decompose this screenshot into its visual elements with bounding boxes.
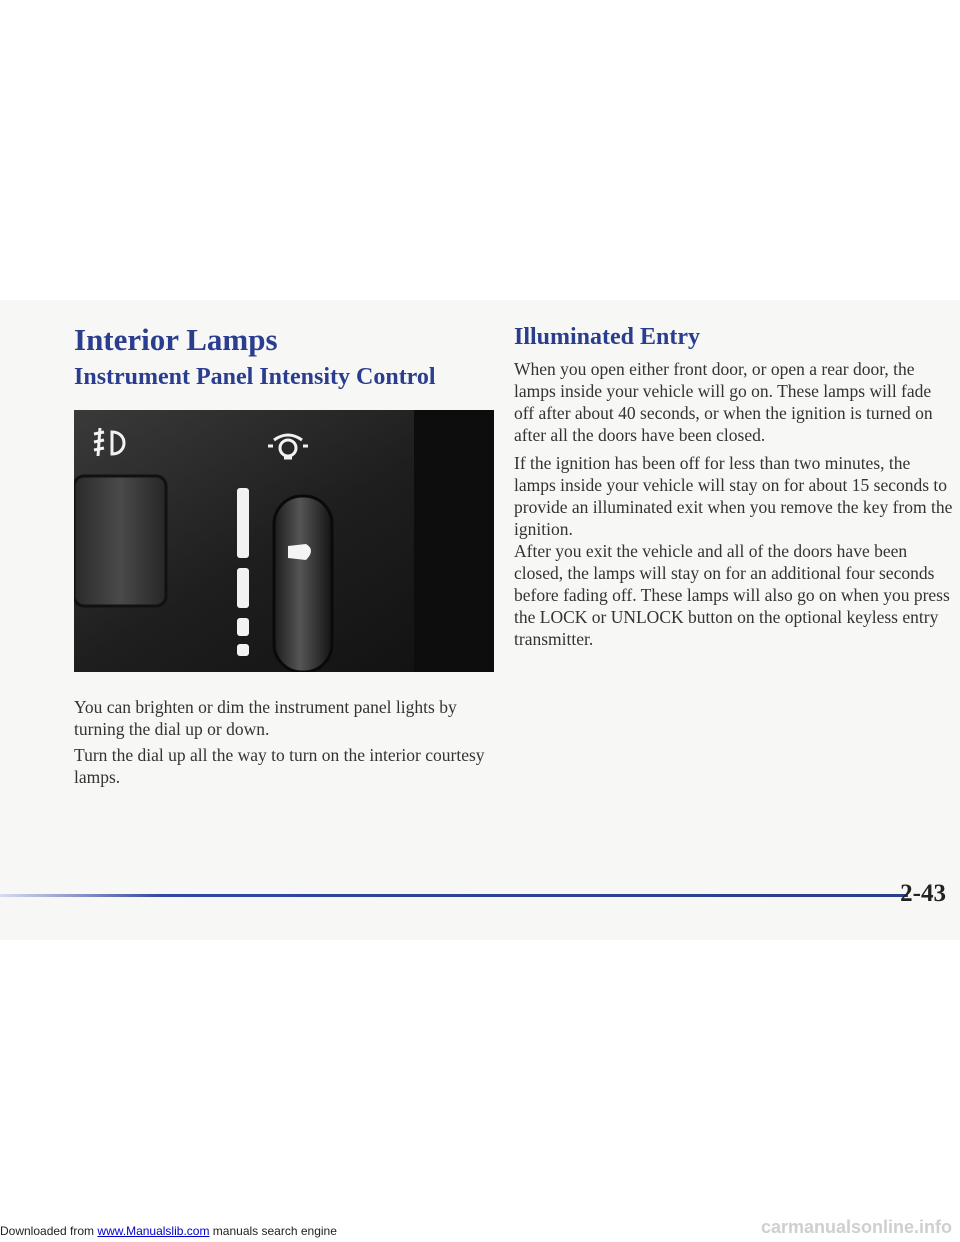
footer-prefix: Downloaded from: [0, 1224, 95, 1238]
subsection-title: Instrument Panel Intensity Control: [74, 364, 436, 390]
section-title: Interior Lamps: [74, 322, 278, 357]
page-number: 2-43: [900, 880, 946, 907]
footer-suffix: manuals search engine: [212, 1224, 337, 1238]
watermark: carmanualsonline.info: [760, 1217, 952, 1237]
dial-photo-illustration: [74, 410, 494, 672]
left-paragraph-1: You can brighten or dim the instrument panel lights by turning the dial up or down.: [74, 697, 457, 739]
footer-rule: [0, 894, 908, 897]
illuminated-entry-title: Illuminated Entry: [514, 324, 701, 350]
right-paragraph-2: If the ignition has been off for less than two minutes, the lamps inside your vehicle will stay on for about 15 seconds to provide an illuminated exit when you remove the key from the ignition.: [514, 453, 953, 539]
instrument-panel-photo: [74, 410, 494, 672]
brightness-scale: [237, 488, 249, 656]
right-paragraph-3: After you exit the vehicle and all of the doors have been closed, the lamps will stay on for an additional four seconds before fading off. These lamps will also go on when you press the LOCK or UNLOCK button on the optional keyless entry transmitter.: [514, 541, 950, 649]
intensity-dial: [274, 496, 332, 672]
download-footer: [0, 1224, 337, 1238]
fog-lamp-button: [74, 476, 166, 606]
manualslib-link[interactable]: www.Manualslib.com: [97, 1224, 210, 1238]
left-paragraph-2: Turn the dial up all the way to turn on the interior courtesy lamps.: [74, 745, 485, 787]
dial-indicator: [288, 544, 311, 560]
right-paragraph-1: When you open either front door, or open a rear door, the lamps inside your vehicle will go on. These lamps will fade off after about 40 seconds, or when the ignition is turned on after all the doors have been closed.: [514, 359, 933, 445]
